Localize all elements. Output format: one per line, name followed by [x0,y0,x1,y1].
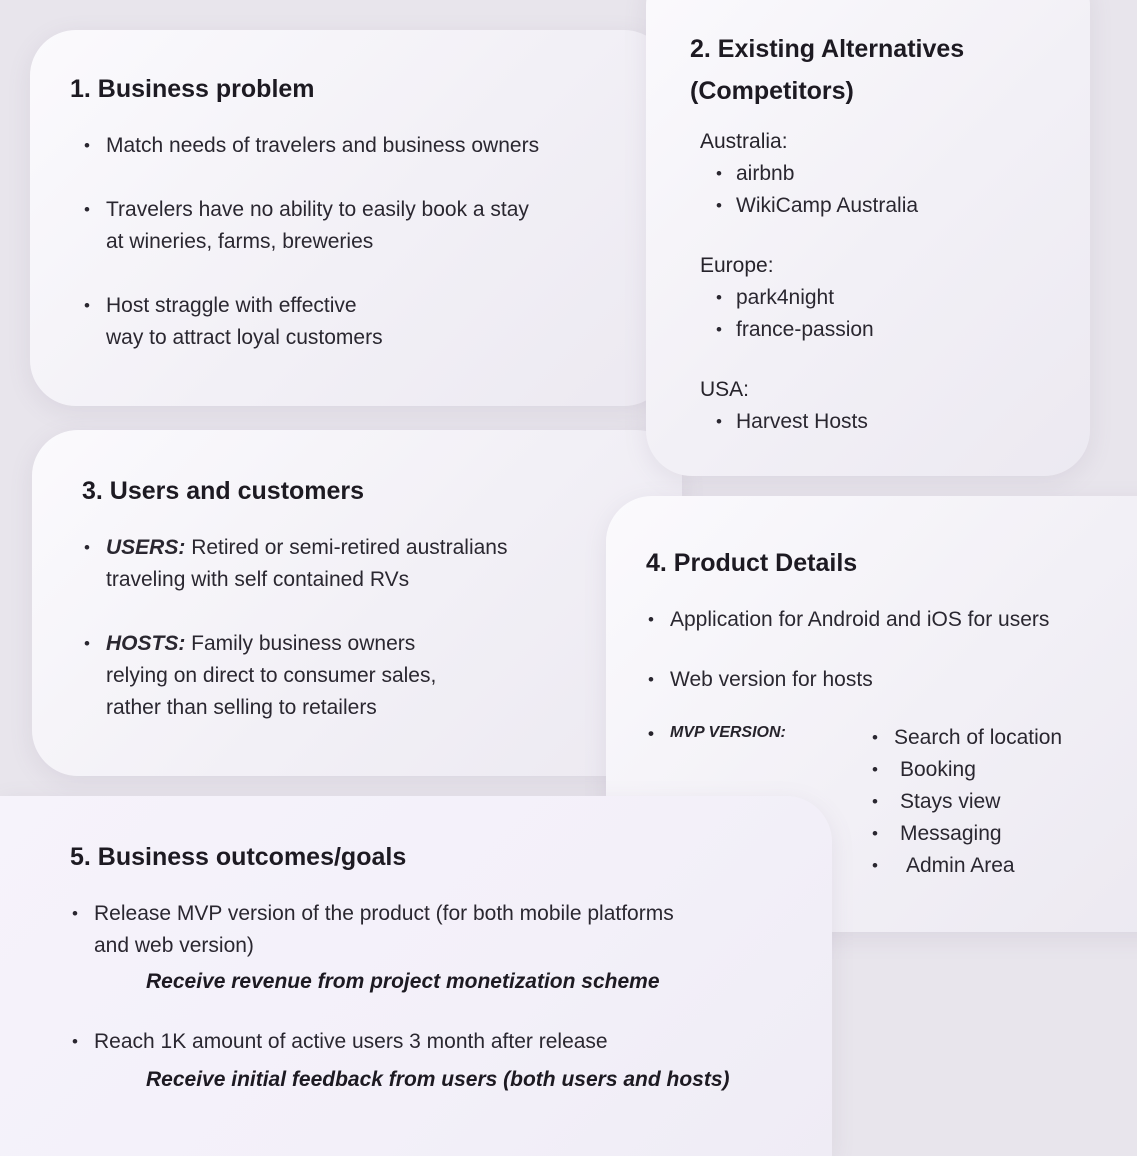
mvp-feature-item: • Booking [894,754,1137,786]
list-item: • USERS: Retired or semi-retired australians traveling with self contained RVs [106,532,626,596]
region-usa [700,374,1060,438]
existing-alternatives-card [646,0,1090,476]
list-item: • HOSTS: Family business owners relying on direct to consumer sales, rather than selling to retailers [106,628,626,724]
product-details-list [670,604,1137,724]
competitor-item: • WikiCamp Australia [736,190,1060,222]
business-problem-title: 1. Business problem [70,75,315,103]
business-outcomes-title: 5. Business outcomes/goals [70,843,407,871]
mvp-feature-item: • Search of location [894,722,1137,754]
list-item: • Application for Android and iOS for users [670,604,1137,636]
mvp-feature-item: • Stays view [894,786,1137,818]
users-customers-title: 3. Users and customers [82,477,365,505]
existing-alternatives-title: 2. Existing Alternatives (Competitors) [690,35,965,105]
mvp-feature-item: • Messaging [894,818,1137,850]
business-problem-card [30,30,670,406]
hosts-label: HOSTS: [106,632,186,655]
users-label: USERS: [106,536,186,559]
business-problem-list [106,130,646,386]
region-europe [700,250,1060,346]
product-details-title: 4. Product Details [646,549,858,577]
business-outcomes-card [0,796,832,1156]
competitor-item: • airbnb [736,158,1060,190]
list-item: • Reach 1K amount of active users 3 month after release Receive initial feedback from users (both users and hosts) [94,1026,794,1096]
users-customers-card [32,430,682,776]
competitor-item: • Harvest Hosts [736,406,1060,438]
region-name: USA: [700,378,750,401]
mvp-feature-item: • Admin Area [894,850,1137,882]
list-item: • Match needs of travelers and business owners [106,130,646,162]
list-item: • Web version for hosts [670,664,1137,696]
mvp-features-list [894,722,1137,882]
mvp-version-label: • MVP VERSION: [670,724,786,742]
region-name: Europe: [700,254,774,277]
region-australia [700,126,1060,222]
goal-outcome: Receive initial feedback from users (both users and hosts) [146,1068,730,1091]
competitor-item: • france-passion [736,314,1060,346]
goal-outcome: Receive revenue from project monetization scheme [146,970,660,993]
list-item: • Release MVP version of the product (for both mobile platforms and web version) Receive revenue from project monetization scheme [94,898,794,998]
list-item: • Host straggle with effective way to attract loyal customers [106,290,646,354]
users-customers-list [106,532,626,756]
competitor-item: • park4night [736,282,1060,314]
business-outcomes-list [94,898,794,1096]
region-name: Australia: [700,130,788,153]
list-item: • Travelers have no ability to easily book a stay at wineries, farms, breweries [106,194,646,258]
